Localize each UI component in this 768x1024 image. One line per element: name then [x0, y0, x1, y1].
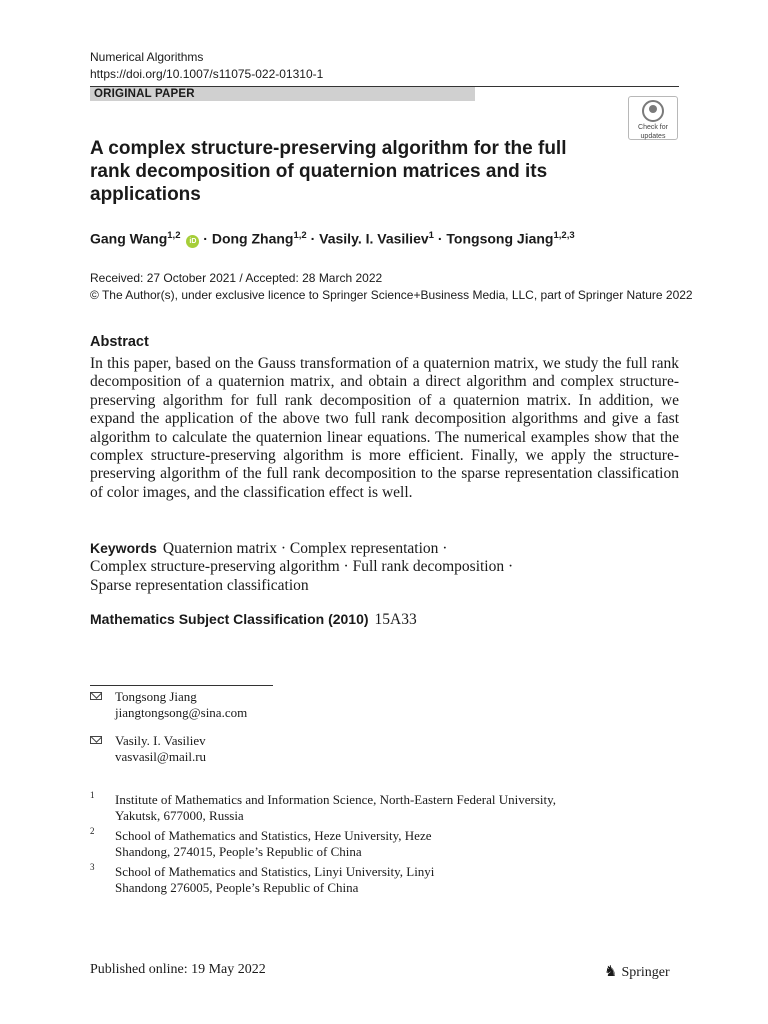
springer-horse-icon: ♞ [604, 964, 618, 980]
abstract-body: In this paper, based on the Gauss transformation of a quaternion matrix, we study the full rank decomposition of a quaternion matrix, and obtain a direct algorithm and complex structure-preserving algorithm for full rank decomposition of a quaternion matrix. In addition, we expand the application of the above two full rank decomposition algorithms and give a fast algorithm to calculate the quaternion linear equations. The numerical examples show that the complex structure-preserving algorithm is more efficient. Finally, we apply the structure-preserving algorithm of the full rank decomposition to the sparse representation classification of color images, and the classification effect is well. [90, 355, 679, 501]
keywords-line: Sparse representation classification [90, 576, 309, 594]
author-affil-sup: 1,2 [293, 230, 307, 241]
contact-name: Vasily. I. Vasiliev [115, 733, 206, 748]
author-name[interactable]: Tongsong Jiang [446, 230, 554, 247]
contact-email[interactable]: vasvasil@mail.ru [115, 748, 207, 764]
orcid-icon[interactable]: iD [186, 235, 199, 248]
affiliation-line: Shandong, 274015, People’s Republic of China [115, 843, 362, 859]
author-affil-sup: 1,2 [167, 230, 181, 241]
article-type-badge: ORIGINAL PAPER [90, 87, 475, 101]
doi-link[interactable]: https://doi.org/10.1007/s11075-022-01310-1 [90, 67, 324, 81]
affiliation-line: School of Mathematics and Statistics, Heze University, Heze [115, 828, 432, 843]
author-name[interactable]: Vasily. I. Vasiliev [319, 230, 429, 247]
author-name[interactable]: Dong Zhang [211, 230, 294, 247]
keywords-line: Complex structure-preserving algorithm · Full rank decomposition · [90, 558, 514, 576]
affiliation-line: School of Mathematics and Statistics, Linyi University, Linyi [115, 864, 435, 879]
msc-value: 15A33 [374, 611, 417, 628]
journal-name: Numerical Algorithms [90, 50, 204, 64]
crossmark-icon [642, 100, 664, 122]
keywords-label: Keywords [90, 540, 157, 556]
paper-title: A complex structure-preserving algorithm for the full rank decomposition of quaternion matrices and its applications [90, 138, 567, 205]
author-separator: · [310, 230, 316, 247]
keywords-line: Quaternion matrix · Complex representation · [162, 540, 448, 557]
check-updates-label-2: updates [640, 133, 666, 140]
affiliation-number: 1 [90, 790, 95, 800]
msc-label: Mathematics Subject Classification (2010) [90, 611, 369, 627]
publisher-logo [604, 962, 670, 981]
envelope-icon [90, 692, 102, 700]
author-name[interactable]: Gang Wang [90, 230, 168, 247]
msc-block [90, 611, 417, 629]
affiliation-number: 2 [90, 826, 95, 836]
author-affil-sup: 1,2,3 [553, 230, 575, 241]
copyright-notice: © The Author(s), under exclusive licence to Springer Science+Business Media, LLC, part of Springer Nature 2022 [90, 288, 693, 302]
contact-email[interactable]: jiangtongsong@sina.com [115, 704, 248, 720]
affiliation-number: 3 [90, 862, 95, 872]
affiliation-line: Institute of Mathematics and Information Science, North-Eastern Federal University, [115, 792, 557, 807]
contact-name: Tongsong Jiang [115, 689, 197, 704]
author-list [90, 230, 575, 248]
affiliation-line: Shandong 276005, People’s Republic of China [115, 879, 359, 895]
published-online-date: Published online: 19 May 2022 [90, 962, 266, 977]
contact-entry [90, 689, 248, 720]
check-updates-label-1: Check for [638, 124, 668, 131]
contact-entry [90, 733, 207, 764]
keywords-block [90, 539, 679, 595]
envelope-icon [90, 736, 102, 744]
author-separator: · [203, 230, 208, 247]
affiliation-line: Yakutsk, 677000, Russia [115, 807, 244, 823]
received-accepted-dates: Received: 27 October 2021 / Accepted: 28 March 2022 [90, 271, 383, 285]
abstract-heading: Abstract [90, 334, 149, 350]
publisher-name: Springer [621, 965, 670, 980]
check-for-updates-button[interactable] [628, 96, 678, 140]
author-separator: · [437, 230, 443, 247]
footnote-rule [90, 685, 273, 686]
author-affil-sup: 1 [428, 230, 434, 241]
